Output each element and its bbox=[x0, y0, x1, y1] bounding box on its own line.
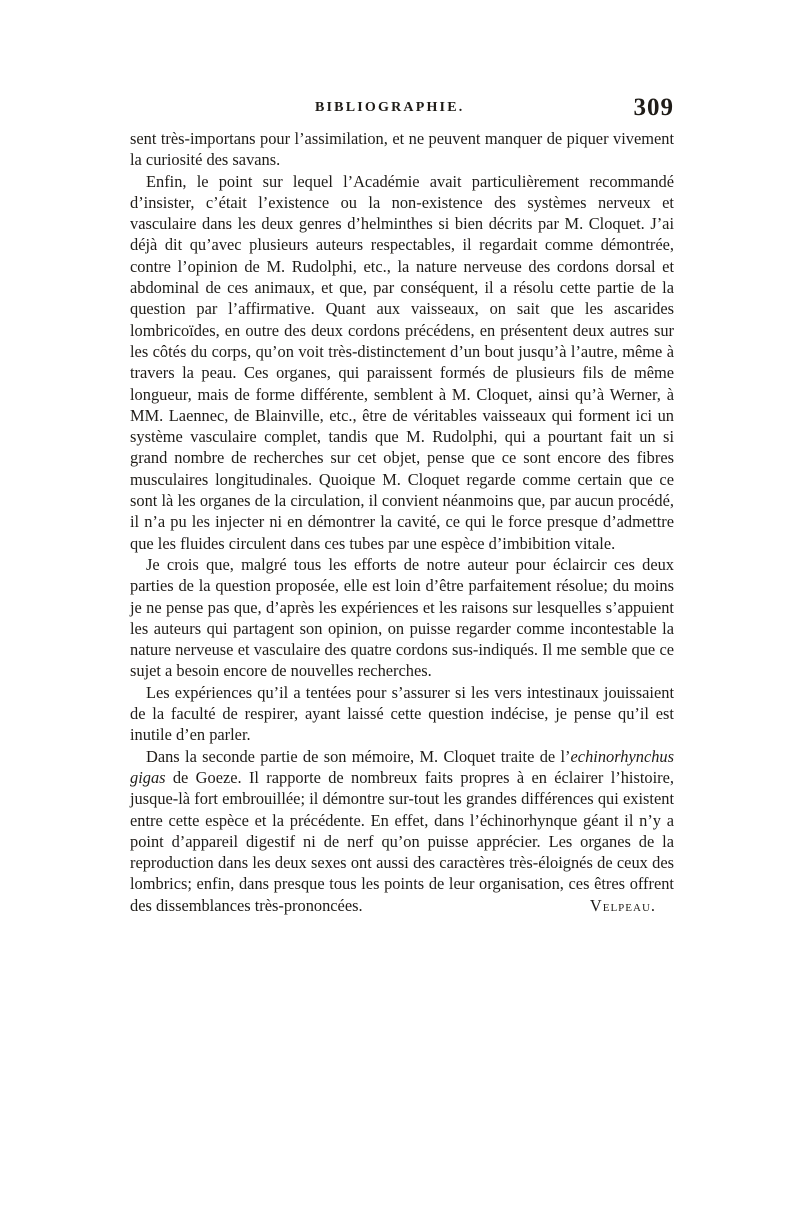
author-signature: Velpeau. bbox=[589, 895, 656, 915]
paragraph bbox=[130, 746, 674, 916]
paragraph-text: Enfin, le point sur lequel l’Académie avait particulièrement recommandé d’insister, c’était l’existence ou la non-existence des systèmes nerveux et vasculaire dans les deux genres d’helminthes si bien décrits par M. Cloquet. J’ai déjà dit qu’avec plusieurs auteurs respectables, il regardait comme démontrée, contre l’opinion de M. Rudolphi, etc., la nature nerveuse des cordons dorsal et abdominal de ces animaux, et que, par conséquent, il a résolu cette partie de la question par l’affirmative. Quant aux vaisseaux, on sait que les ascarides lombricoïdes, en outre des deux cordons précédens, en présentent deux autres sur les côtés du corps, qu’on voit très-distinctement d’un bout jusqu’à l’autre, même à travers la peau. Ces organes, qui paraissent formés de plusieurs fils de même longueur, mais de forme différente, semblent à M. Cloquet, ainsi qu’à Werner, à MM. Laennec, de Blainville, etc., être de véritables vaisseaux qui forment ici un système vasculaire complet, tandis que M. Rudolphi, qui a pourtant fait un si grand nombre de recherches sur cet objet, pense que ce sont encore des fibres musculaires longitudinales. Quoique M. Cloquet regarde comme certain que ce sont là les organes de la circulation, il convient néanmoins que, par aucun procédé, il n’a pu les injecter ni en démontrer la cavité, ce qui le force presque d’admettre que les fluides circulent dans ces tubes par une espèce d’imbibition vitale. bbox=[130, 171, 674, 553]
species-name: echinorhynchus gigas bbox=[130, 746, 674, 787]
paragraph bbox=[130, 128, 674, 171]
running-title: BIBLIOGRAPHIE. bbox=[315, 100, 465, 115]
page-header bbox=[130, 96, 674, 128]
paragraph bbox=[130, 682, 674, 746]
paragraph-text: de Goeze. Il rapporte de nombreux faits propres à en éclairer l’histoire, jusque-là fort embrouillée; il démontre sur-tout les grandes différences qui existent entre cette espèce et la précédente. En effet, dans l’échinorhynque géant il n’y a point d’appareil digestif ni de nerf qu’on puisse apprécier. Les organes de la reproduction dans les deux sexes ont aussi des caractères très-éloignés de ceux des lombrics; enfin, dans presque tous les points de leur organisation, ces êtres offrent des dissemblances très-prononcées. bbox=[130, 767, 674, 915]
paragraph-text: sent très-importans pour l’assimilation, et ne peuvent manquer de piquer vivement la curiosité des savans. bbox=[130, 129, 674, 170]
page-number: 309 bbox=[633, 94, 674, 121]
paragraph bbox=[130, 171, 674, 554]
paragraph-text: Dans la seconde partie de son mémoire, M. Cloquet traite de l’ bbox=[146, 746, 571, 766]
body-text bbox=[130, 128, 674, 916]
paragraph bbox=[130, 554, 674, 682]
paragraph-text: Je crois que, malgré tous les efforts de notre auteur pour éclaircir ces deux parties de la question proposée, elle est loin d’être parfaitement résolue; du moins je ne pense pas que, d’après les expériences et les raisons sur lesquelles s’appuient les auteurs qui partagent son opinion, on puisse regarder comme incontestable la nature nerveuse et vasculaire des quatre cordons sus-indiqués. Il me semble que ce sujet a besoin encore de nouvelles recherches. bbox=[130, 554, 674, 681]
paragraph-text: Les expériences qu’il a tentées pour s’assurer si les vers intestinaux jouissaient de la faculté de respirer, ayant laissé cette question indécise, je pense qu’il est inutile d’en parler. bbox=[130, 682, 674, 745]
